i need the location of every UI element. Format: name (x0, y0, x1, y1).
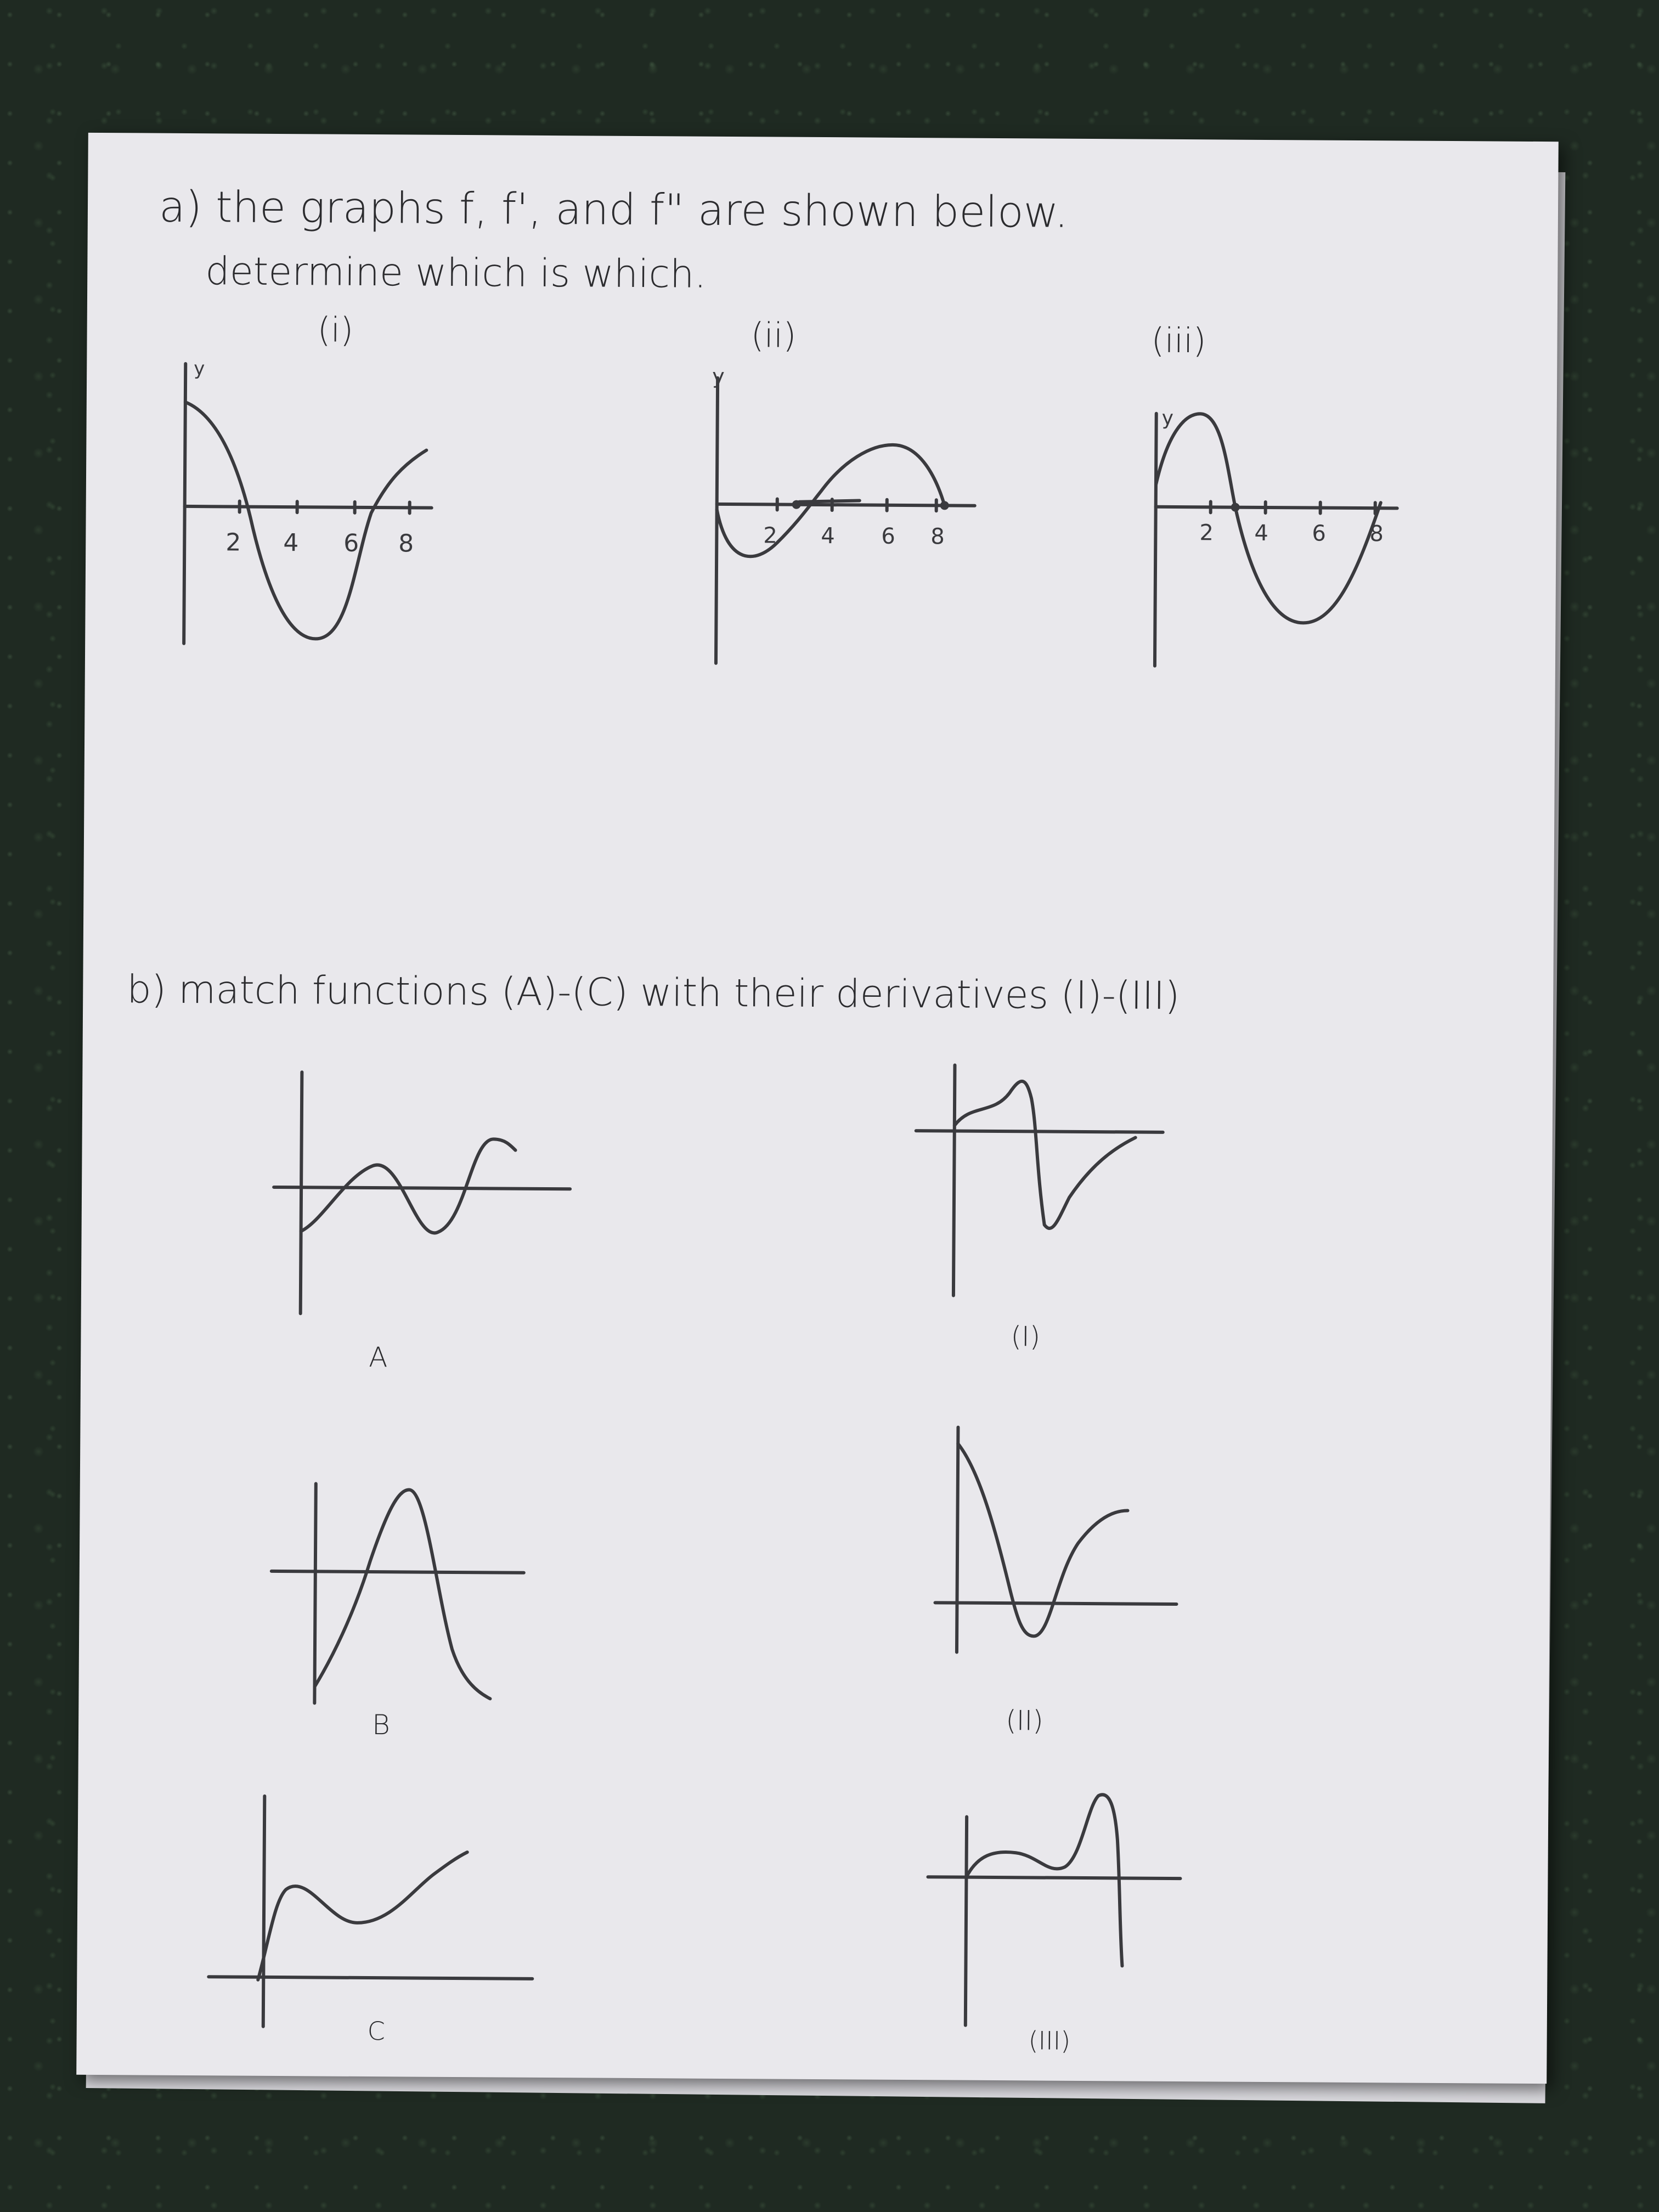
function-a-graph (262, 1066, 571, 1321)
part-a-prompt-line2: determine which is which. (205, 249, 707, 297)
graph-i-curve (184, 402, 427, 640)
graph-i-tick-2: 2 (225, 528, 241, 557)
function-b-curve (314, 1489, 491, 1699)
graph-i (167, 353, 454, 662)
graph-iii (1138, 403, 1403, 679)
part-b-prompt: b) match functions (A)-(C) with their derivatives (I)-(III) (127, 967, 1180, 1019)
graph-iii-tick-6: 6 (1312, 521, 1327, 546)
graph-i-tick-6: 6 (343, 529, 359, 557)
graph-ii-tick-8: 8 (930, 524, 945, 550)
graph-ii-highlight (799, 500, 860, 503)
graph-ii-label: (ii) (751, 315, 797, 356)
graph-ii-axis-label: y (712, 364, 725, 388)
graph-i-label: (i) (317, 309, 354, 350)
graph-iii-label: (iii) (1151, 320, 1206, 361)
graph-iii-axis-label: y (1161, 407, 1174, 430)
graph-i-tick-4: 4 (283, 529, 299, 557)
graph-iii-curve (1155, 414, 1381, 623)
part-a-prompt-line1: a) the graphs f, f', and f" are shown below. (159, 182, 1069, 238)
graph-iii-tick-2: 2 (1199, 520, 1214, 546)
graph-i-axis-label: y (194, 358, 205, 380)
graph-iii-x-axis (1156, 507, 1397, 509)
graph-ii-tick-2: 2 (763, 523, 777, 549)
graph-iii-tick-8: 8 (1369, 521, 1384, 547)
derivative-ii-curve (957, 1444, 1128, 1637)
graph-ii-tick-6: 6 (881, 523, 895, 549)
graph-i-y-axis (184, 364, 185, 644)
derivative-iii-curve (966, 1794, 1123, 1966)
function-a-label: A (369, 1341, 388, 1374)
function-c-label: C (367, 2016, 385, 2046)
derivative-iii-graph (905, 1784, 1192, 2027)
graph-ii (689, 364, 997, 676)
derivative-i-graph (904, 1059, 1169, 1302)
graph-ii-y-axis (716, 378, 718, 663)
worksheet-page (76, 133, 1559, 2084)
graph-ii-tick-4: 4 (821, 523, 835, 549)
function-c-curve (258, 1851, 467, 1981)
derivative-ii-graph (918, 1421, 1183, 1664)
function-b-label: B (371, 1709, 391, 1741)
function-a-curve (301, 1138, 516, 1233)
derivative-iii-label: (III) (1028, 2025, 1071, 2056)
derivative-i-label: (I) (1011, 1321, 1041, 1353)
graph-i-x-axis (185, 506, 432, 508)
graph-i-tick-8: 8 (398, 529, 414, 558)
graph-iii-y-axis (1155, 414, 1156, 666)
graph-iii-tick-4: 4 (1254, 520, 1269, 546)
function-c-graph (203, 1790, 545, 2034)
derivative-i-curve (954, 1081, 1136, 1229)
derivative-ii-label: (II) (1006, 1705, 1043, 1737)
function-b-graph (259, 1478, 524, 1710)
